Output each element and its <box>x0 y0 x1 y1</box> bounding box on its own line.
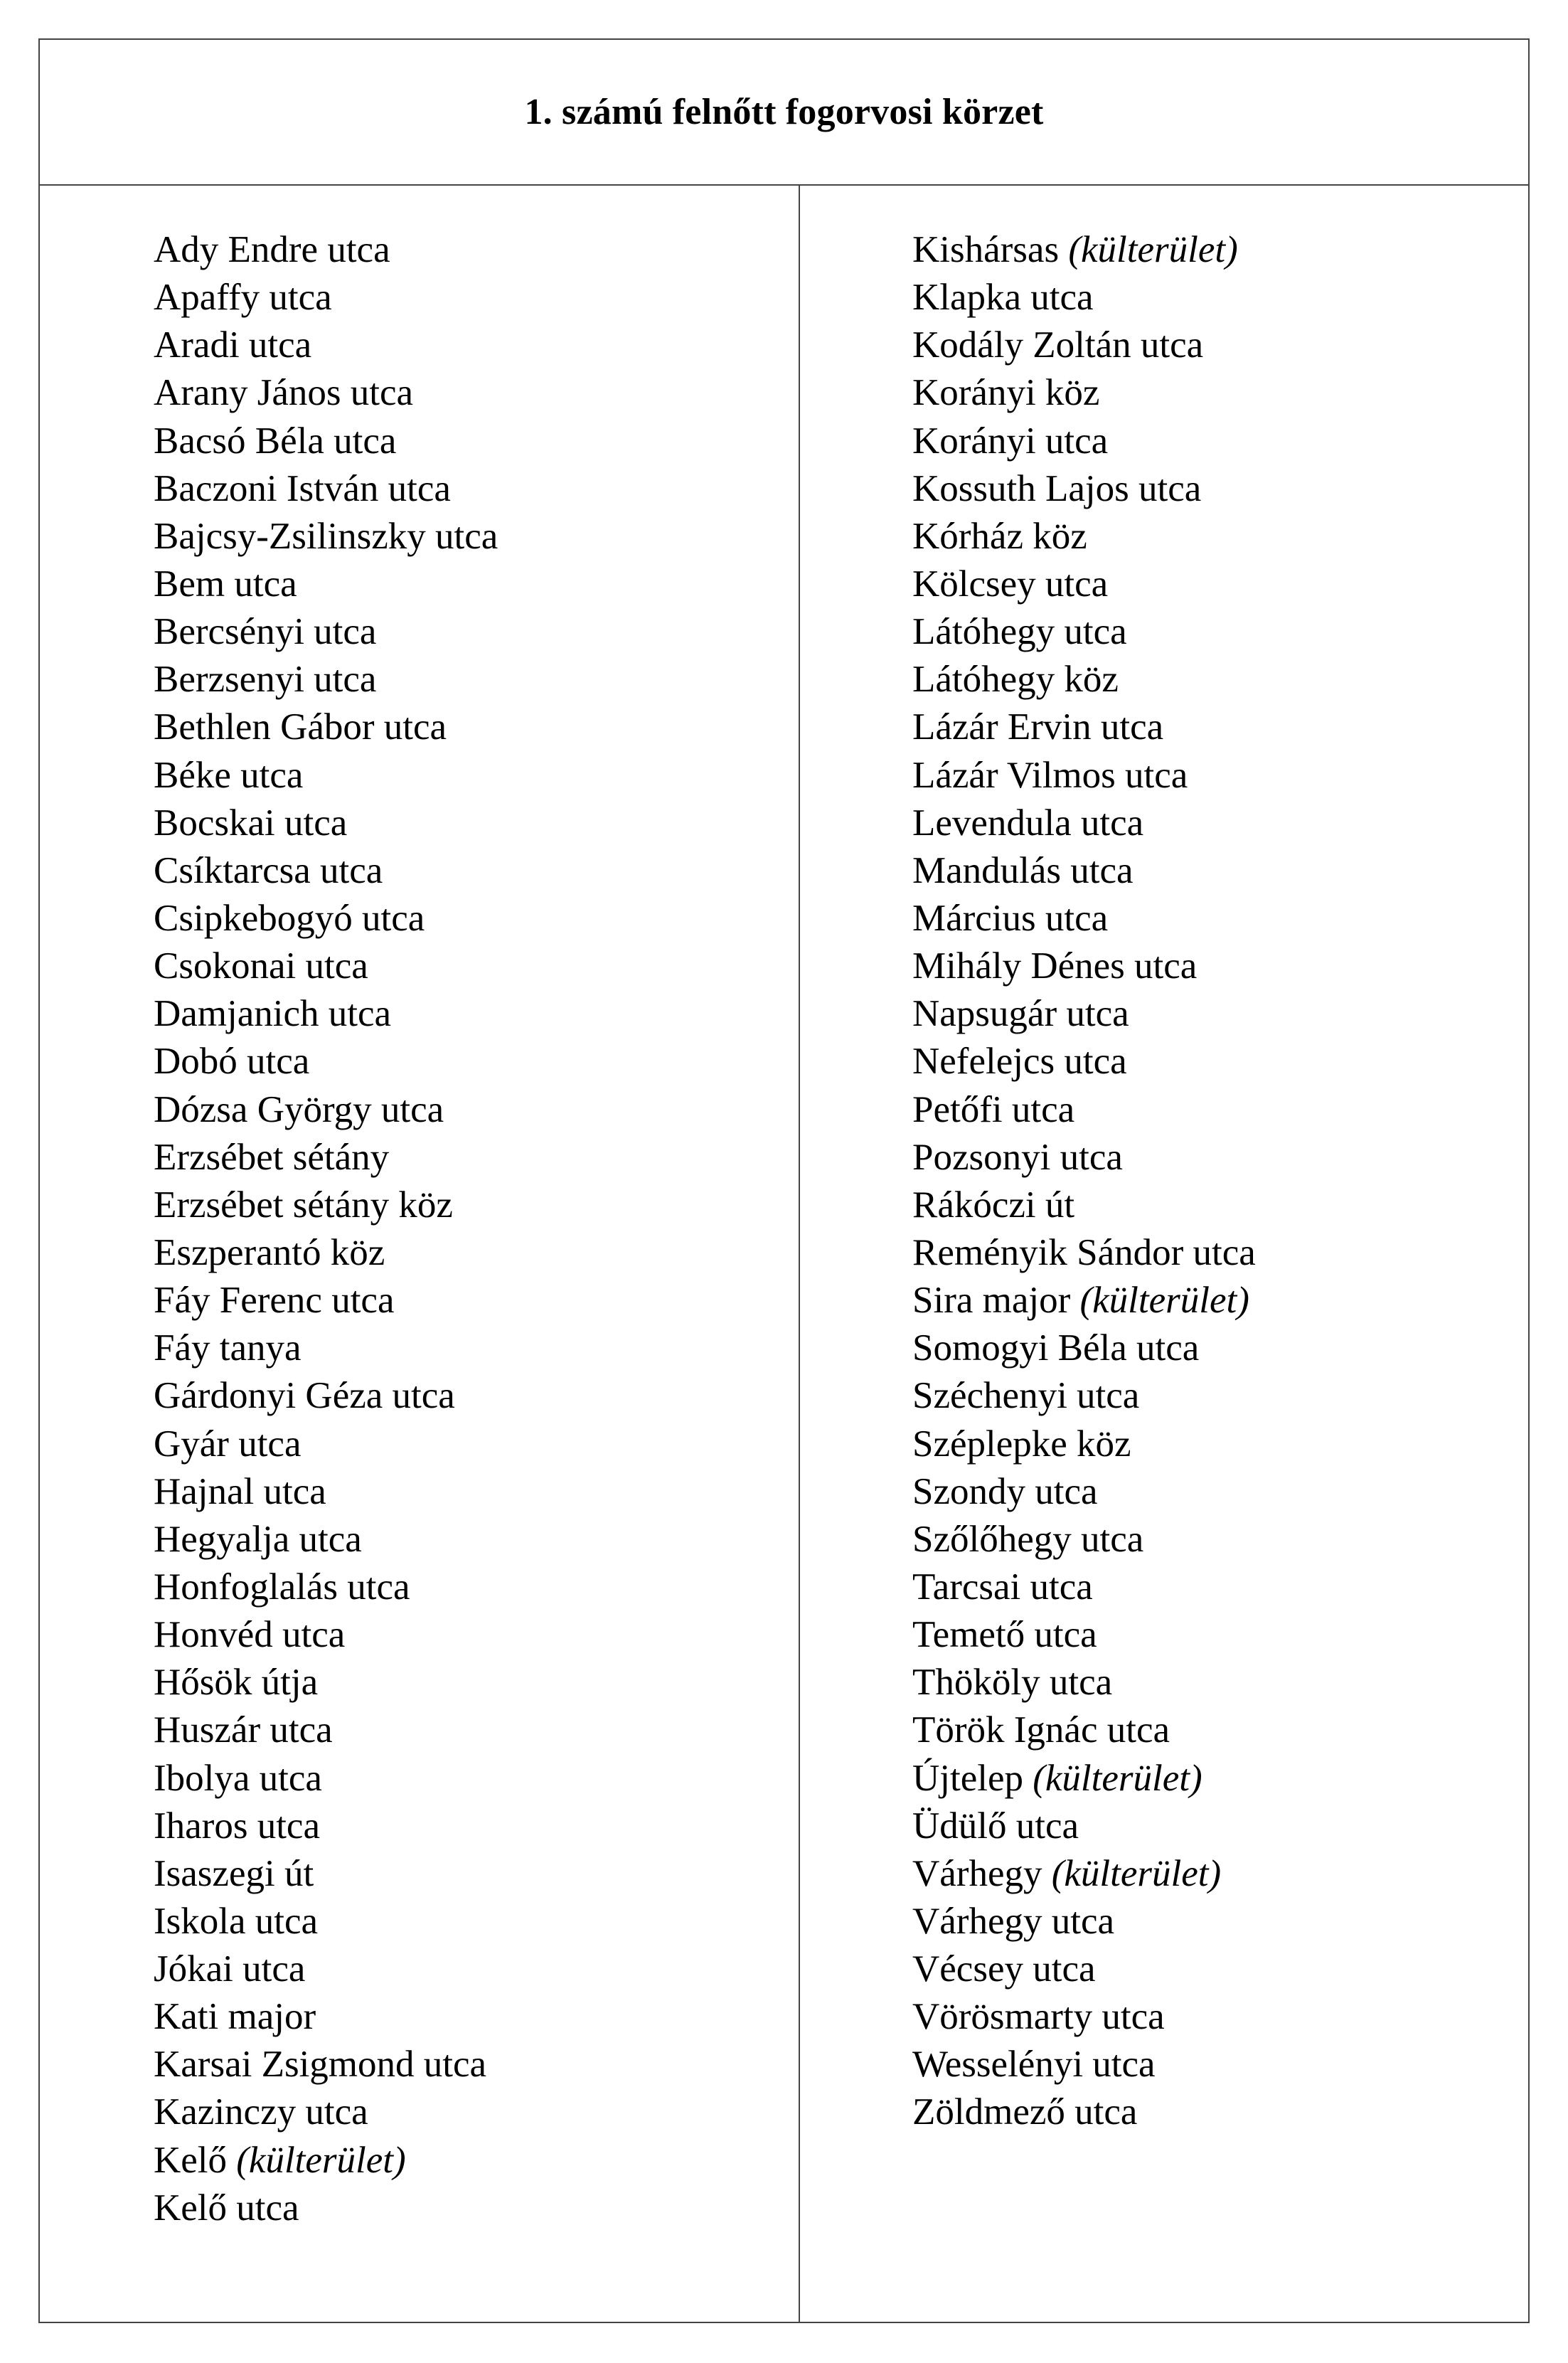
street-item <box>912 895 1256 942</box>
street-name: Bem utca <box>154 563 297 605</box>
street-item <box>154 465 498 513</box>
street-item <box>912 369 1256 417</box>
street-name: Reményik Sándor utca <box>912 1231 1256 1273</box>
street-name: Kodály Zoltán utca <box>912 324 1204 366</box>
street-item <box>912 608 1256 656</box>
street-item <box>912 1277 1256 1324</box>
street-item <box>912 1659 1256 1706</box>
street-name: Zöldmező utca <box>912 2091 1138 2133</box>
street-name: Látóhegy utca <box>912 611 1127 653</box>
street-item <box>154 2137 498 2184</box>
street-item <box>912 847 1256 895</box>
street-item <box>912 561 1256 608</box>
street-item <box>912 942 1256 990</box>
street-name: Bacsó Béla utca <box>154 420 397 462</box>
street-note: (külterület) <box>236 2139 406 2181</box>
street-item <box>154 1182 498 1229</box>
street-name: Csipkebogyó utca <box>154 897 425 939</box>
street-name: Látóhegy köz <box>912 659 1119 701</box>
street-name: Mihály Dénes utca <box>912 945 1198 987</box>
street-item <box>154 1659 498 1706</box>
street-name: Napsugár utca <box>912 993 1129 1035</box>
street-name: Berzsenyi utca <box>154 659 377 701</box>
street-name: Isaszegi út <box>154 1852 314 1894</box>
street-item <box>912 656 1256 703</box>
street-name: Honfoglalás utca <box>154 1566 410 1608</box>
street-name: Apaffy utca <box>154 277 332 319</box>
street-item <box>912 1086 1256 1134</box>
street-item <box>154 1038 498 1085</box>
street-name: Kelő <box>154 2139 228 2181</box>
street-item <box>912 418 1256 465</box>
street-name: Dobó utca <box>154 1041 310 1083</box>
street-item <box>154 1468 498 1516</box>
street-name: Ady Endre utca <box>154 229 390 270</box>
street-item <box>912 1706 1256 1754</box>
street-name: Kati major <box>154 1996 316 2038</box>
street-item <box>154 1134 498 1182</box>
street-item <box>154 2041 498 2088</box>
street-list-left <box>154 226 498 2232</box>
street-name: Karsai Zsigmond utca <box>154 2044 487 2086</box>
street-name: Sira major <box>912 1280 1071 1322</box>
street-item <box>154 274 498 322</box>
street-item <box>154 1372 498 1420</box>
street-item <box>154 1898 498 1945</box>
street-name: Dózsa György utca <box>154 1088 444 1130</box>
street-name: Temető utca <box>912 1614 1097 1656</box>
street-item <box>912 1324 1256 1372</box>
street-name: Arany János utca <box>154 372 413 414</box>
street-item <box>154 800 498 847</box>
street-name: Lázár Vilmos utca <box>912 754 1188 796</box>
street-item <box>912 1468 1256 1516</box>
street-item <box>154 226 498 274</box>
street-item <box>912 1516 1256 1563</box>
street-item <box>154 1755 498 1802</box>
street-name: Eszperantó köz <box>154 1231 385 1273</box>
street-item <box>154 2088 498 2136</box>
street-item <box>154 513 498 561</box>
street-name: Erzsébet sétány <box>154 1136 390 1178</box>
street-list-right <box>912 226 1256 2137</box>
street-item <box>154 322 498 369</box>
street-name: Kölcsey utca <box>912 563 1109 605</box>
street-name: Mandulás utca <box>912 849 1134 891</box>
street-name: Széchenyi utca <box>912 1375 1140 1417</box>
street-item <box>912 322 1256 369</box>
street-name: Korányi utca <box>912 420 1109 462</box>
street-name: Somogyi Béla utca <box>912 1327 1200 1369</box>
street-name: Levendula utca <box>912 802 1144 844</box>
title-row <box>40 40 1528 186</box>
street-name: Nefelejcs utca <box>912 1041 1127 1083</box>
street-name: Csokonai utca <box>154 945 368 987</box>
street-item <box>154 1324 498 1372</box>
street-name: Március utca <box>912 897 1109 939</box>
street-name: Bercsényi utca <box>154 611 377 653</box>
street-item <box>912 752 1256 800</box>
street-name: Aradi utca <box>154 324 312 366</box>
street-name: Iskola utca <box>154 1900 319 1942</box>
street-name: Thököly utca <box>912 1662 1113 1704</box>
street-item <box>912 990 1256 1038</box>
street-name: Üdülő utca <box>912 1805 1079 1847</box>
street-name: Vécsey utca <box>912 1948 1096 1990</box>
street-item <box>154 608 498 656</box>
street-item <box>154 1086 498 1134</box>
street-name: Pozsonyi utca <box>912 1136 1123 1178</box>
street-item <box>154 1516 498 1563</box>
street-item <box>912 1229 1256 1277</box>
street-name: Török Ignác utca <box>912 1709 1170 1751</box>
street-item <box>154 2184 498 2232</box>
street-name: Hegyalja utca <box>154 1518 362 1560</box>
street-name: Széplepke köz <box>912 1423 1131 1465</box>
street-name: Bajcsy-Zsilinszky utca <box>154 515 498 557</box>
street-note: (külterület) <box>1068 229 1238 270</box>
street-name: Béke utca <box>154 754 304 796</box>
street-item <box>912 1611 1256 1659</box>
street-item <box>912 274 1256 322</box>
street-name: Várhegy <box>912 1852 1042 1894</box>
street-item <box>154 1945 498 1993</box>
street-item <box>912 226 1256 274</box>
street-name: Bethlen Gábor utca <box>154 706 447 748</box>
street-name: Gyár utca <box>154 1423 302 1465</box>
street-item <box>154 369 498 417</box>
street-name: Honvéd utca <box>154 1614 346 1656</box>
street-item <box>154 847 498 895</box>
street-note: (külterület) <box>1033 1757 1202 1799</box>
street-name: Ibolya utca <box>154 1757 322 1799</box>
street-name: Hősök útja <box>154 1662 319 1704</box>
street-item <box>912 1563 1256 1611</box>
street-item <box>154 895 498 942</box>
street-note: (külterület) <box>1079 1280 1249 1322</box>
street-item <box>912 1755 1256 1802</box>
street-item <box>912 1898 1256 1945</box>
street-name: Szondy utca <box>912 1470 1098 1512</box>
street-item <box>912 703 1256 751</box>
column-divider <box>799 186 800 2322</box>
street-item <box>154 418 498 465</box>
street-item <box>154 1421 498 1468</box>
street-name: Baczoni István utca <box>154 467 451 509</box>
street-name: Szőlőhegy utca <box>912 1518 1144 1560</box>
street-name: Fáy tanya <box>154 1327 302 1369</box>
street-item <box>154 561 498 608</box>
street-name: Hajnal utca <box>154 1470 326 1512</box>
street-item <box>912 1993 1256 2041</box>
street-item <box>154 1277 498 1324</box>
street-name: Damjanich utca <box>154 993 392 1035</box>
street-name: Rákóczi út <box>912 1184 1075 1226</box>
street-name: Erzsébet sétány köz <box>154 1184 453 1226</box>
street-item <box>912 465 1256 513</box>
street-item <box>912 2041 1256 2088</box>
page-title: 1. számú felnőtt fogorvosi körzet <box>524 92 1044 132</box>
street-name: Kishársas <box>912 229 1060 270</box>
street-name: Kazinczy utca <box>154 2091 368 2133</box>
street-item <box>154 752 498 800</box>
street-name: Huszár utca <box>154 1709 333 1751</box>
street-name: Gárdonyi Géza utca <box>154 1375 455 1417</box>
street-item <box>912 1802 1256 1850</box>
street-name: Iharos utca <box>154 1805 320 1847</box>
street-item <box>154 1993 498 2041</box>
street-item <box>912 1134 1256 1182</box>
street-item <box>154 1229 498 1277</box>
street-item <box>154 1706 498 1754</box>
street-name: Petőfi utca <box>912 1088 1075 1130</box>
street-name: Vörösmarty utca <box>912 1996 1165 2038</box>
street-item <box>912 800 1256 847</box>
street-name: Várhegy utca <box>912 1900 1114 1942</box>
street-item <box>154 703 498 751</box>
street-name: Kórház köz <box>912 515 1087 557</box>
street-name: Tarcsai utca <box>912 1566 1093 1608</box>
street-item <box>154 1802 498 1850</box>
street-name: Korányi köz <box>912 372 1100 414</box>
street-item <box>912 1182 1256 1229</box>
street-name: Jókai utca <box>154 1948 306 1990</box>
street-name: Újtelep <box>912 1757 1023 1799</box>
street-item <box>154 942 498 990</box>
street-name: Csíktarcsa utca <box>154 849 383 891</box>
street-name: Fáy Ferenc utca <box>154 1280 395 1322</box>
street-name: Bocskai utca <box>154 802 348 844</box>
street-item <box>912 2088 1256 2136</box>
street-name: Kelő utca <box>154 2187 299 2229</box>
street-item <box>154 990 498 1038</box>
street-item <box>912 1421 1256 1468</box>
street-name: Klapka utca <box>912 277 1094 319</box>
street-item <box>154 1611 498 1659</box>
street-name: Wesselényi utca <box>912 2044 1156 2086</box>
street-item <box>154 656 498 703</box>
street-item <box>912 513 1256 561</box>
street-item <box>154 1563 498 1611</box>
street-item <box>912 1372 1256 1420</box>
street-note: (külterület) <box>1051 1852 1222 1894</box>
street-item <box>154 1850 498 1898</box>
street-item <box>912 1038 1256 1085</box>
street-item <box>912 1850 1256 1898</box>
street-name: Kossuth Lajos utca <box>912 467 1202 509</box>
street-item <box>912 1945 1256 1993</box>
street-name: Lázár Ervin utca <box>912 706 1164 748</box>
